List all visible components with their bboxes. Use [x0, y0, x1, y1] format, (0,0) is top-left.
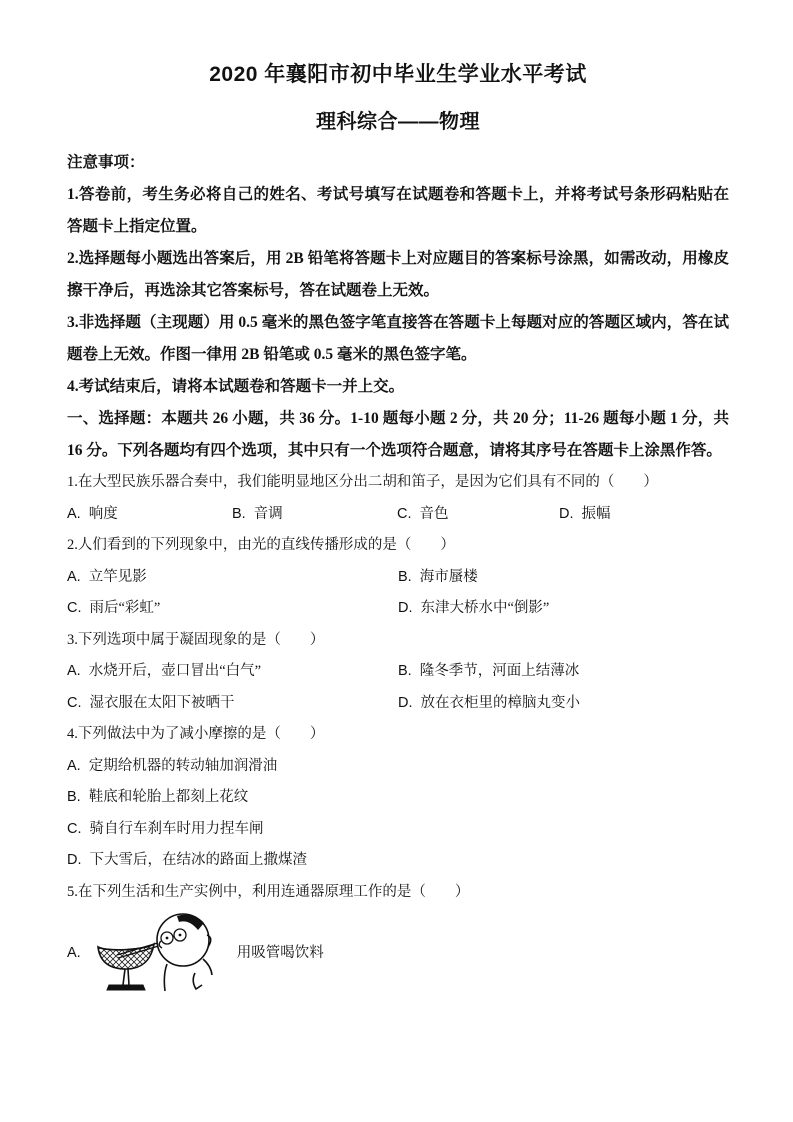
option-c [397, 499, 559, 531]
option-text: 音色 [419, 505, 449, 522]
option-letter: B. [398, 568, 412, 585]
option-text: 海市蜃楼 [419, 568, 478, 585]
question-3-options-row-2 [67, 688, 729, 720]
option-text: 水烧开后，壶口冒出“白气” [88, 663, 262, 679]
option-b [398, 562, 729, 594]
question-4 [67, 719, 729, 877]
option-text: 立竿见影 [88, 568, 147, 585]
option-letter: D. [398, 694, 413, 711]
question-number: 4. [67, 726, 78, 742]
option-letter: A. [67, 568, 81, 585]
question-3 [67, 625, 729, 720]
question-1-stem [67, 467, 729, 499]
page-subtitle: 理科综合——物理 [316, 111, 480, 133]
option-a [67, 656, 398, 688]
option-d [559, 499, 729, 531]
question-number: 1. [67, 474, 78, 490]
option-c [67, 814, 729, 846]
page-title: 2020 年襄阳市初中毕业生学业水平考试 [209, 63, 587, 86]
question-1-options [67, 499, 729, 531]
option-text: 湿衣服在太阳下被晒干 [89, 694, 235, 711]
option-c [67, 593, 398, 625]
option-text: 用吸管喝饮料 [236, 945, 324, 962]
option-b [232, 499, 397, 531]
option-c [67, 688, 398, 720]
notice-item-2: 2.选择题每小题选出答案后，用 2B 铅笔将答题卡上对应题目的答案标号涂黑，如需改动，用橡皮擦干净后，再选涂其它答案标号，答在试题卷上无效。 [67, 250, 729, 299]
question-number: 2. [67, 537, 78, 553]
option-text: 振幅 [581, 505, 611, 522]
option-d [398, 593, 729, 625]
question-text: 下列选项中属于凝固现象的是（ ） [77, 631, 325, 648]
notice-item-1: 1.答卷前，考生务必将自己的姓名、考试号填写在试题卷和答题卡上，并将考试号条形码粘贴在答题卡上指定位置。 [67, 186, 729, 235]
option-letter: A. [67, 505, 81, 522]
option-a [67, 751, 729, 783]
option-letter: A. [67, 663, 81, 679]
option-text: 定期给机器的转动轴加润滑油 [88, 757, 278, 774]
option-letter: C. [67, 820, 82, 837]
question-2-options-row-2 [67, 593, 729, 625]
question-text: 在下列生活和生产实例中，利用连通器原理工作的是（ ） [77, 883, 470, 900]
question-number: 3. [67, 631, 78, 648]
question-1 [67, 467, 729, 530]
question-2-stem [67, 530, 729, 562]
option-text: 下大雪后，在结冰的路面上撒煤渣 [89, 852, 307, 868]
option-text: 骑自行车刹车时用力捏车闸 [89, 820, 264, 837]
option-text: 音调 [253, 505, 283, 522]
option-letter: C. [67, 600, 82, 616]
option-d [67, 845, 729, 877]
questions-list [67, 467, 729, 998]
option-a [67, 562, 398, 594]
question-2 [67, 530, 729, 625]
section-heading: 一、选择题：本题共 26 小题，共 36 分。1-10 题每小题 2 分，共 20 分；11-26 题每小题 1 分，共 16 分。下列各题均有四个选项，其中只有一个选项符合题意，请将其序号在答题卡上涂黑作答。 [67, 410, 729, 459]
option-b [67, 782, 729, 814]
question-text: 在大型民族乐器合奏中，我们能明显地区分出二胡和笛子，是因为它们具有不同的（ ） [77, 474, 658, 490]
question-number: 5. [67, 883, 78, 900]
question-2-options-row-1 [67, 562, 729, 594]
question-4-stem [67, 719, 729, 751]
option-letter: B. [398, 663, 412, 679]
option-letter: A. [67, 757, 81, 774]
question-text: 人们看到的下列现象中，由光的直线传播形成的是（ ） [77, 537, 455, 553]
option-letter: D. [398, 600, 413, 616]
question-text: 下列做法中为了减小摩擦的是（ ） [77, 726, 325, 742]
notice-heading: 注意事项： [67, 154, 145, 171]
option-text: 隆冬季节，河面上结薄冰 [419, 663, 580, 679]
question-3-options-row-1 [67, 656, 729, 688]
question-5 [67, 877, 729, 999]
option-text: 雨后“彩虹” [89, 600, 161, 616]
option-letter: D. [559, 505, 574, 522]
notice-item-3: 3.非选择题（主现题）用 0.5 毫米的黑色签字笔直接答在答题卡上每题对应的答题区域内，答在试题卷上无效。作图一律用 2B 铅笔或 0.5 毫米的黑色签字笔。 [67, 314, 729, 363]
option-letter: B. [232, 505, 246, 522]
option-letter: A. [67, 945, 81, 962]
option-letter: C. [397, 505, 412, 522]
option-b [398, 656, 729, 688]
option-text: 东津大桥水中“倒影” [420, 600, 550, 616]
notice-item-4: 4.考试结束后，请将本试题卷和答题卡一并上交。 [67, 378, 405, 395]
option-text: 响度 [88, 505, 118, 522]
option-a [67, 499, 232, 531]
option-letter: C. [67, 694, 82, 711]
option-letter: B. [67, 789, 81, 805]
option-d [398, 688, 729, 720]
question-5-stem [67, 877, 729, 909]
option-text: 放在衣柜里的樟脑丸变小 [420, 694, 580, 711]
option-letter: D. [67, 852, 82, 868]
question-3-stem [67, 625, 729, 657]
option-text: 鞋底和轮胎上都刻上花纹 [88, 789, 249, 805]
question-5-option-a [67, 910, 729, 998]
man-drinking-straw-figure [95, 911, 217, 997]
